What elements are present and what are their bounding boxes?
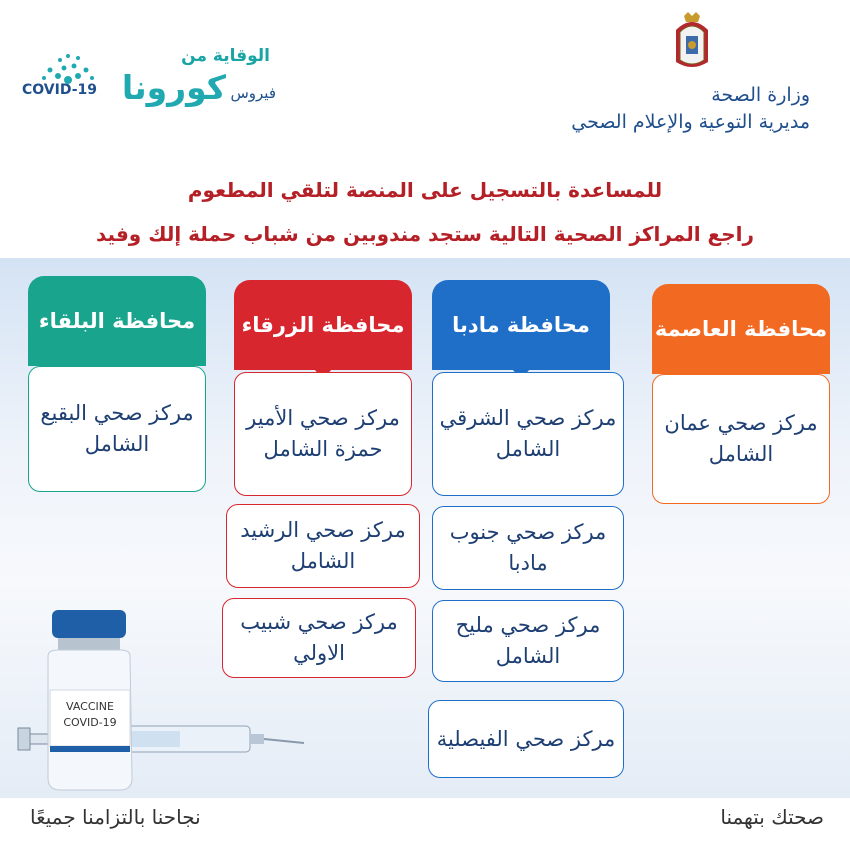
jordan-coat-of-arms-icon [668, 10, 716, 72]
ministry-name: وزارة الصحة [711, 84, 810, 106]
governorate-name: محافظة الزرقاء [241, 313, 405, 337]
center-name: مركز صحي الأمير حمزة الشامل [246, 406, 400, 461]
center-card [428, 700, 624, 778]
governorate-header-balqa [28, 276, 206, 366]
covid-prefix: الوقاية من [181, 46, 270, 66]
vaccine-vial-icon [8, 600, 308, 800]
center-name: مركز صحي مليح الشامل [455, 613, 601, 668]
governorate-header-capital [652, 284, 830, 374]
center-name: مركز صحي الفيصلية [436, 726, 616, 751]
covid-main-word: كورونا [121, 68, 226, 107]
center-name: مركز صحي الشرقي الشامل [439, 406, 617, 461]
intro-line-2: راجع المراكز الصحية التالية ستجد مندوبين من شباب حملة إلك وفيد [95, 222, 754, 246]
governorate-header-zarqa [234, 280, 412, 370]
directorate-name: مديرية التوعية والإعلام الصحي [571, 111, 810, 133]
governorate-name: محافظة مادبا [452, 313, 590, 337]
center-card [226, 504, 420, 588]
center-card [234, 372, 412, 496]
center-name: مركز صحي الرشيد الشامل [240, 518, 406, 573]
governorate-name: محافظة البلقاء [38, 309, 196, 333]
center-name: مركز صحي جنوب مادبا [449, 520, 607, 575]
governorate-header-madaba [432, 280, 610, 370]
center-name: مركز صحي شبيب الاولي [240, 610, 398, 665]
center-name: مركز صحي البقيع الشامل [40, 401, 194, 456]
center-card [652, 374, 830, 504]
footer-slogan-left: نجاحنا بالتزامنا جميعًا [30, 805, 201, 829]
center-card [432, 506, 624, 590]
governorate-name: محافظة العاصمة [654, 317, 828, 341]
center-card [28, 366, 206, 492]
center-card [432, 372, 624, 496]
center-card [432, 600, 624, 682]
intro-line-1: للمساعدة بالتسجيل على المنصة لتلقي المطعوم [187, 178, 663, 202]
vaccine-label-2: COVID-19 [63, 716, 117, 729]
footer-slogan-right: صحتك بتهمنا [720, 805, 824, 829]
covid-code: COVID-19 [22, 82, 98, 98]
center-name: مركز صحي عمان الشامل [664, 411, 818, 466]
vaccine-label-1: VACCINE [66, 700, 114, 713]
covid-virus-word: فيروس [230, 84, 276, 102]
ministry-block [480, 82, 810, 136]
